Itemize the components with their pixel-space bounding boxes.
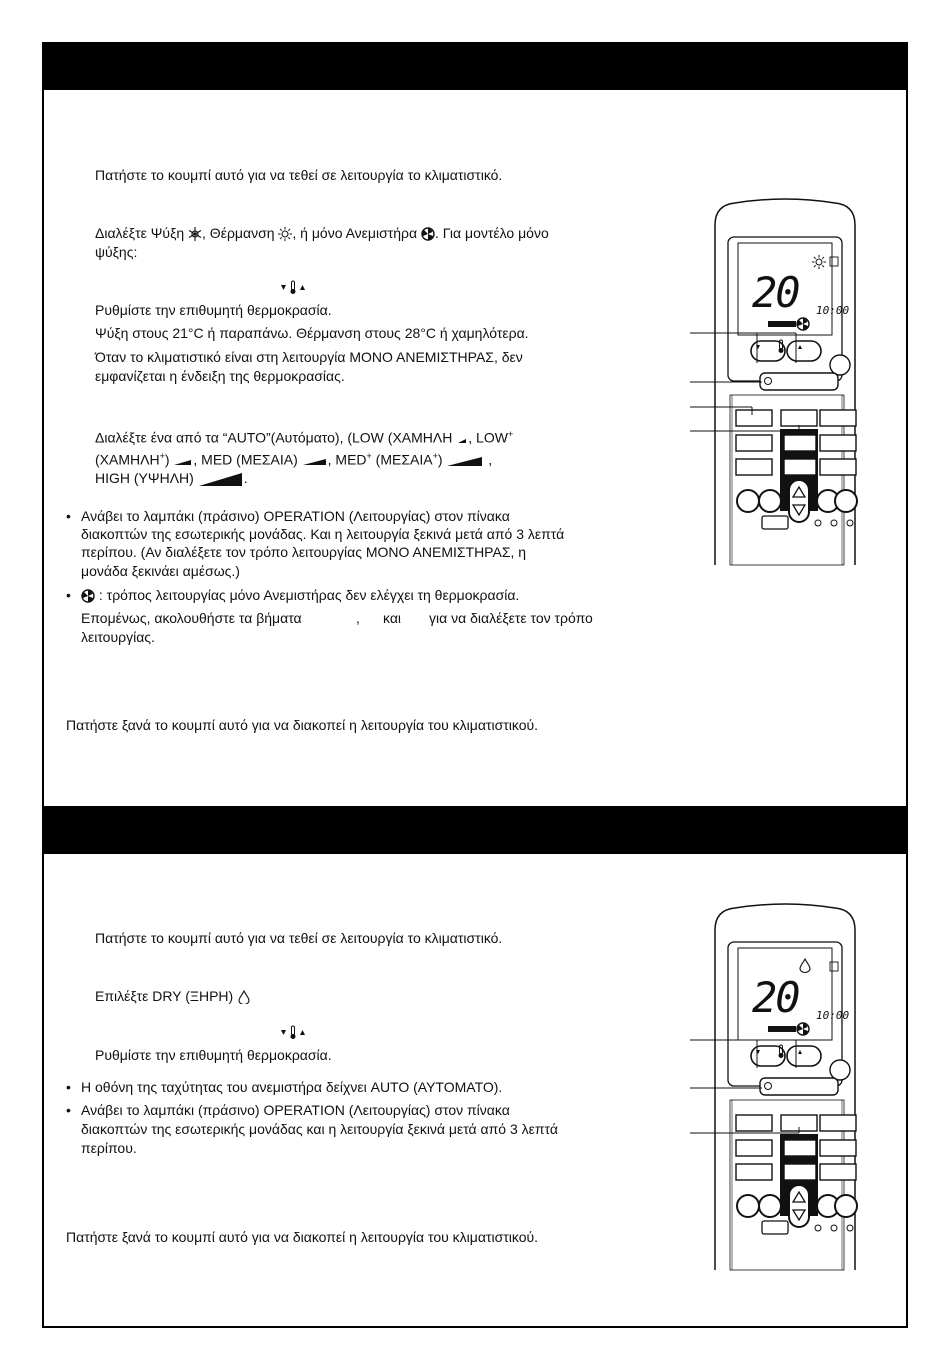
fan-icon — [421, 227, 435, 241]
s1-fan-line1: Διαλέξτε ένα από τα “AUTO”(Αυτόματο), (LOW (ΧΑΜΗΛΗ , LOW+ — [95, 429, 514, 446]
dry-icon — [237, 990, 251, 1004]
s1-power-step: Πατήστε το κουμπί αυτό για να τεθεί σε λειτουργία το κλιματιστικό. — [95, 167, 503, 183]
s1-bullet1-l1: Ανάβει το λαμπάκι (πράσινο) OPERATION (Λειτουργίας) στον πίνακα — [81, 508, 510, 524]
s2-remote-illustration — [690, 900, 890, 1270]
s1-bullet2-l3: λειτουργίας. — [81, 629, 155, 645]
s2-bullet2-l3: περίπου. — [81, 1140, 137, 1156]
s2-lcd-temp: 20 — [752, 973, 799, 1022]
s2-dry-select: Επιλέξτε DRY (ΞΗΡΗ) — [95, 987, 251, 1006]
s1-bullet2-l2a: Επομένως, ακολουθήστε τα βήματα — [81, 610, 302, 626]
s2-bullet2-l2: διακοπτών της εσωτερικής μονάδας και η λειτουργία ξεκινά μετά από 3 λεπτά — [81, 1121, 558, 1137]
s1-bullet2-l2c: και — [383, 610, 402, 626]
s2-bullet1: Η οθόνη της ταχύτητας του ανεμιστήρα δείχνει AUTO (ΑΥΤΟΜΑΤΟ). — [81, 1079, 503, 1095]
section1-header-bar — [42, 42, 908, 90]
s1-temp-buttons-icon — [280, 280, 306, 294]
heat-icon — [278, 227, 292, 241]
s1-temp-range: Ψύξη στους 21°C ή παραπάνω. Θέρμανση στους 28°C ή χαμηλότερα. — [95, 325, 529, 341]
s2-bullet2-l1: Ανάβει το λαμπάκι (πράσινο) OPERATION (Λειτουργίας) στον πίνακα — [81, 1102, 510, 1118]
s2-stop: Πατήστε ξανά το κουμπί αυτό για να διακοπεί η λειτουργία του κλιματιστικού. — [66, 1229, 539, 1245]
fan-high-icon — [198, 472, 244, 487]
s2-power-step: Πατήστε το κουμπί αυτό για να τεθεί σε λειτουργία το κλιματιστικό. — [95, 930, 503, 946]
s1-fan-line2: (ΧΑΜΗΛΗ+) , MED (ΜΕΣΑΙΑ) , MED+ (ΜΕΣΑΙΑ+) , — [95, 451, 493, 468]
s1-bullet2-dot: • — [66, 587, 71, 603]
s1-bullet2-l2b: , — [356, 610, 360, 626]
s1-fan-only-note-1: Όταν το κλιματιστικό είναι στη λειτουργία ΜΟΝΟ ΑΝΕΜΙΣΤΗΡΑΣ, δεν — [95, 349, 523, 365]
s2-bullet1-dot: • — [66, 1079, 71, 1095]
fan-low-plus-icon — [173, 456, 193, 466]
s1-mode-line2: ψύξης: — [95, 244, 138, 260]
s2-bullet2-dot: • — [66, 1102, 71, 1118]
s2-lcd-clock: 10:00 — [816, 1009, 850, 1022]
s1-remote-illustration — [690, 195, 890, 565]
s2-temp-buttons-icon — [280, 1025, 306, 1039]
fan-icon — [81, 589, 95, 603]
s1-bullet2-l1: : τρόπος λειτουργίας μόνο Ανεμιστήρας δεν ελέγχει τη θερμοκρασία. — [81, 586, 519, 605]
cool-icon — [188, 227, 202, 241]
fan-low-icon — [456, 434, 468, 444]
s1-temp-set: Ρυθμίστε την επιθυμητή θερμοκρασία. — [95, 302, 332, 318]
s1-stop: Πατήστε ξανά το κουμπί αυτό για να διακοπεί η λειτουργία του κλιματιστικού. — [66, 717, 539, 733]
s1-bullet1-dot: • — [66, 508, 71, 524]
s1-bullet1-l4: μονάδα ξεκινάει αμέσως.) — [81, 563, 240, 579]
s1-fan-only-note-2: εμφανίζεται η ένδειξη της θερμοκρασίας. — [95, 368, 345, 384]
s1-lcd-clock: 10:00 — [816, 304, 850, 317]
s1-mode-line1: Διαλέξτε Ψύξη , Θέρμανση , ή μόνο Ανεμιστήρα . Για μοντέλο μόνο — [95, 225, 549, 241]
fan-med-icon — [302, 456, 328, 466]
s1-bullet1-l2: διακοπτών της εσωτερικής μονάδας. Και η λειτουργία ξεκινά μετά από 3 λεπτά — [81, 526, 565, 542]
section2-header-bar — [42, 806, 908, 854]
s1-bullet1-l3: περίπου. (Αν διαλέξετε τον τρόπο λειτουργίας ΜΟΝΟ ΑΝΕΜΙΣΤΗΡΑΣ, η — [81, 544, 527, 560]
s1-fan-line3: HIGH (ΥΨΗΛΗ) . — [95, 470, 248, 486]
s1-bullet2-l2d: για να διαλέξετε τον τρόπο — [429, 610, 593, 626]
s1-lcd-temp: 20 — [752, 268, 799, 317]
fan-med-plus-icon — [446, 455, 484, 467]
s2-temp-set: Ρυθμίστε την επιθυμητή θερμοκρασία. — [95, 1047, 332, 1063]
